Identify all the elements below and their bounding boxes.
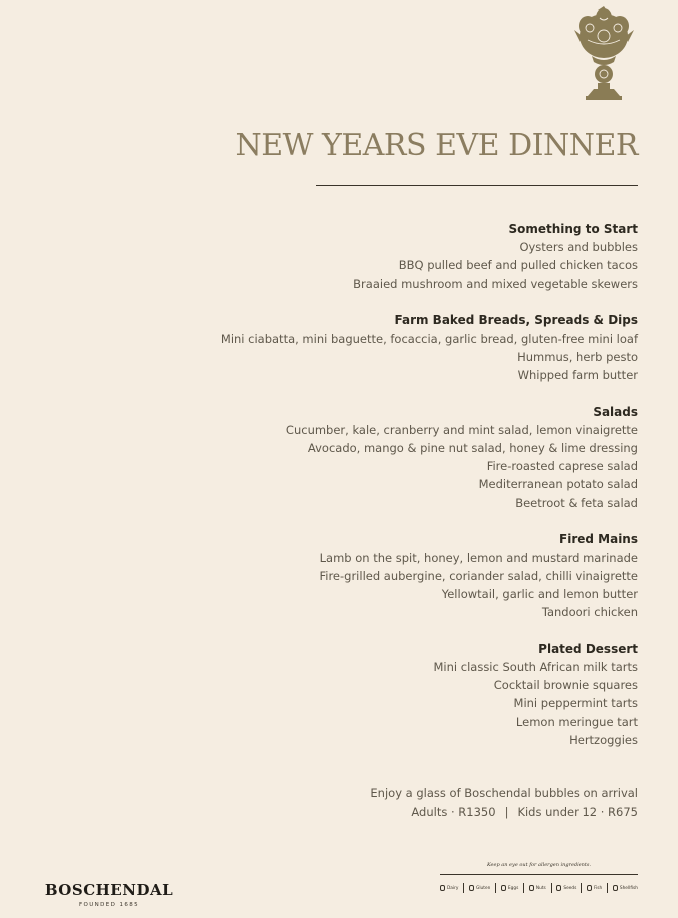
menu-item: Lamb on the spit, honey, lemon and mustard marinade [319, 550, 638, 565]
allergen-label: Seeds [563, 885, 577, 891]
allergen-separator [581, 883, 582, 893]
allergen-item-gluten [469, 885, 490, 891]
menu-item: Cucumber, kale, cranberry and mint salad, lemon vinaigrette [285, 422, 638, 437]
menu-item: Beetroot & feta salad [515, 495, 638, 510]
logo-founded: FOUNDED 1685 [78, 902, 140, 908]
allergen-legend [440, 883, 638, 893]
section-plated-dessert [198, 640, 638, 749]
menu-item: Fire-grilled aubergine, coriander salad, chilli vinaigrette [319, 568, 638, 583]
allergen-item-seeds [556, 885, 576, 891]
allergen-label: Dairy [447, 885, 459, 891]
dairy-icon [440, 885, 445, 891]
allergen-separator [607, 883, 608, 893]
menu-item: Fire-roasted caprese salad [486, 459, 638, 474]
menu-title: NEW YEARS EVE DINNER [235, 128, 638, 163]
floral-urn-emblem-icon [568, 6, 640, 104]
allergen-item-shellfish [613, 885, 638, 891]
allergen-item-dairy [440, 885, 458, 891]
allergen-item-nuts [529, 885, 546, 891]
adult-price: Adults · R1350 [411, 805, 496, 819]
arrival-and-pricing [370, 784, 638, 822]
allergen-label: Shellfish [619, 885, 638, 891]
section-title: Salads [593, 404, 638, 419]
menu-item: Mini ciabatta, mini baguette, focaccia, garlic bread, gluten-free mini loaf [220, 331, 638, 346]
allergen-label: Fish [593, 885, 603, 891]
allergen-divider [440, 874, 638, 875]
section-title: Fired Mains [559, 532, 638, 547]
menu-item: Whipped farm butter [517, 367, 638, 382]
menu-item: Avocado, mango & pine nut salad, honey & lime dressing [307, 441, 638, 456]
gluten-icon [469, 885, 474, 891]
allergen-separator [551, 883, 552, 893]
menu-item: Lemon meringue tart [515, 714, 638, 729]
section-salads [198, 403, 638, 512]
section-fired-mains [198, 530, 638, 621]
allergen-item-fish [587, 885, 602, 891]
kids-price: Kids under 12 · R675 [517, 805, 638, 819]
price-separator: | [504, 805, 509, 819]
section-something-to-start [198, 220, 638, 293]
menu-item: Oysters and bubbles [519, 240, 638, 255]
pricing-line [370, 803, 638, 822]
allergen-note: Keep an eye out for allergen ingredients. [486, 862, 592, 868]
eggs-icon [501, 885, 506, 891]
title-divider [316, 185, 638, 186]
section-breads [198, 311, 638, 384]
menu-item: Mediterranean potato salad [478, 477, 638, 492]
menu-sections [198, 220, 638, 768]
allergen-item-eggs [501, 885, 518, 891]
menu-item: BBQ pulled beef and pulled chicken tacos [398, 258, 638, 273]
allergen-label: Eggs [507, 885, 519, 891]
logo-wordmark: BOSCHENDAL [44, 881, 174, 899]
shellfish-icon [613, 885, 618, 891]
seeds-icon [556, 885, 561, 891]
allergen-separator [463, 883, 464, 893]
menu-item: Yellowtail, garlic and lemon butter [441, 586, 638, 601]
arrival-note: Enjoy a glass of Boschendal bubbles on arrival [370, 786, 638, 800]
menu-item: Tandoori chicken [541, 605, 638, 620]
boschendal-logo [33, 881, 185, 908]
allergen-label: Gluten [476, 885, 491, 891]
menu-item: Hummus, herb pesto [517, 349, 638, 364]
allergen-separator [495, 883, 496, 893]
fish-icon [587, 885, 592, 891]
allergen-label: Nuts [535, 885, 546, 891]
menu-item: Cocktail brownie squares [493, 678, 638, 693]
section-title: Plated Dessert [538, 641, 638, 656]
menu-item: Mini classic South African milk tarts [433, 660, 638, 675]
menu-item: Mini peppermint tarts [513, 696, 638, 711]
menu-item: Braaied mushroom and mixed vegetable skewers [353, 276, 638, 291]
section-title: Something to Start [508, 222, 638, 236]
section-title: Farm Baked Breads, Spreads & Dips [394, 313, 638, 328]
menu-item: Hertzoggies [569, 732, 638, 747]
allergen-separator [523, 883, 524, 893]
allergen-key [440, 862, 638, 893]
nuts-icon [529, 885, 534, 891]
